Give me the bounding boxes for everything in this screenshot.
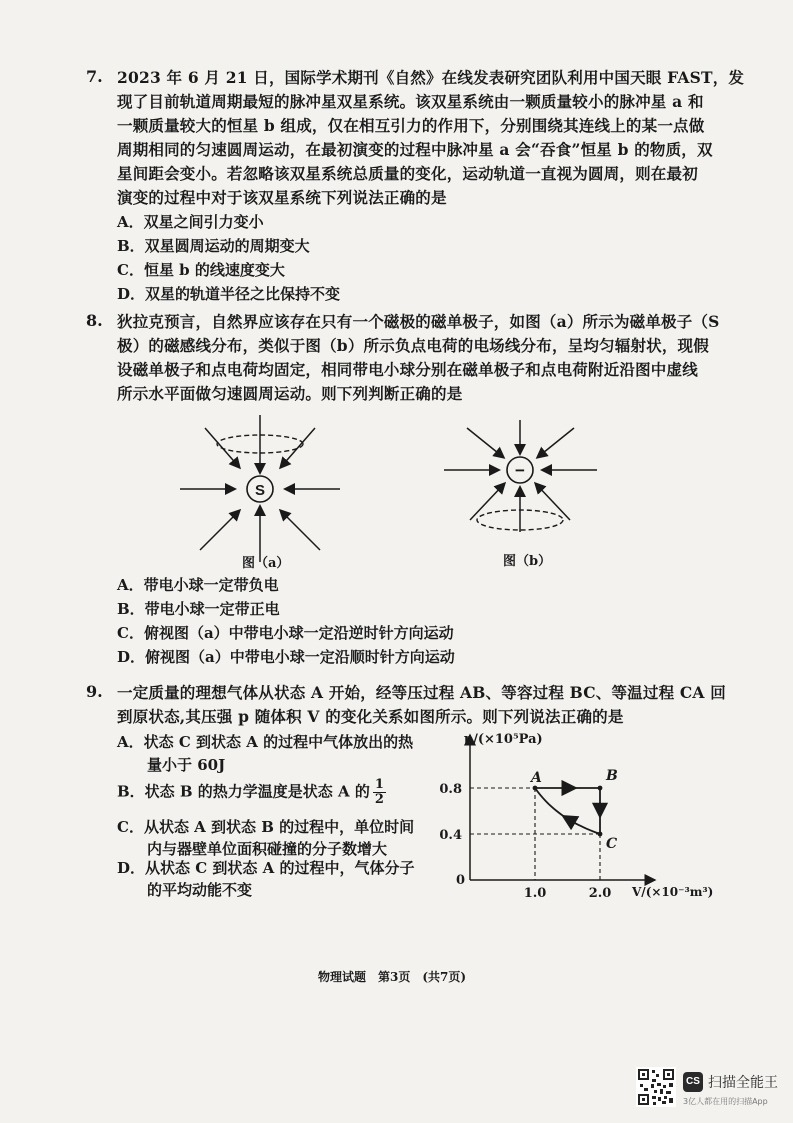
q9-option-a-line-1: A．状态 C 到状态 A 的过程中气体放出的热 (117, 733, 414, 751)
q9-line-1: 一定质量的理想气体从状态 A 开始，经等压过程 AB、等容过程 BC、等温过程 CA 回 (117, 683, 726, 702)
point-label-a: A (531, 770, 542, 786)
q8-line-4: 所示水平面做匀速圆周运动。则下列判断正确的是 (117, 384, 463, 403)
y-tick-label: 0.8 (439, 782, 462, 797)
q7-option-d: D．双星的轨道半径之比保持不变 (117, 285, 341, 303)
page-footer: 物理试题 第3页 (共7页) (318, 970, 467, 984)
q9-number: 9. (86, 682, 103, 701)
x-axis-label: V/(×10⁻³m³) (632, 885, 714, 899)
process-ca-curve (535, 788, 600, 834)
q9-option-d-line-2: 的平均动能不变 (147, 881, 253, 899)
scanner-tagline: 3亿人都在用的扫描App (683, 1097, 768, 1106)
q9-option-b-text: B．状态 B 的热力学温度是状态 A 的 (117, 782, 370, 801)
field-line (281, 428, 315, 467)
point-label-c: C (606, 836, 618, 852)
field-line (205, 428, 239, 467)
q7-number: 7. (86, 67, 103, 86)
q8-line-1: 狄拉克预言，自然界应该存在只有一个磁极的磁单极子，如图（a）所示为磁单极子（S (117, 312, 720, 331)
q9-option-c-line-2: 内与器壁单位面积碰撞的分子数增大 (147, 840, 388, 858)
x-tick-label: 2.0 (588, 886, 612, 901)
q8-line-2: 极）的磁感线分布，类似于图（b）所示负点电荷的电场线分布，呈均匀辐射状，现假 (117, 336, 709, 355)
q8-option-d: D．俯视图（a）中带电小球一定沿顺时针方向运动 (117, 648, 455, 666)
x-tick-label: 1.0 (523, 886, 547, 901)
q7-option-b: B．双星圆周运动的周期变大 (117, 237, 310, 255)
figure-b-caption: 图（b） (503, 554, 552, 569)
q7-line-5: 星间距会变小。若忽略该双星系统总质量的变化，运动轨道一直视为圆周，则在最初 (117, 164, 698, 183)
field-line (467, 428, 503, 457)
q8-number: 8. (86, 311, 103, 330)
q9-option-b (117, 778, 386, 807)
pv-chart (430, 725, 730, 905)
figure-b-charge (422, 410, 622, 560)
state-point (598, 832, 603, 837)
q7-line-2: 现了目前轨道周期最短的脉冲星双星系统。该双星系统由一颗质量较小的脉冲星 a 和 (117, 92, 704, 111)
state-point (598, 786, 603, 791)
cs-badge-icon: CS (683, 1072, 703, 1092)
origin-label: 0 (456, 873, 466, 888)
negative-charge-label: − (515, 461, 525, 480)
q8-option-c: C．俯视图（a）中带电小球一定沿逆时针方向运动 (117, 624, 454, 642)
field-line (538, 428, 574, 457)
q7-line-3: 一颗质量较大的恒星 b 组成，仅在相互引力的作用下，分别围绕其连线上的某一点做 (117, 116, 705, 135)
fraction-one-half: $\frac{1}{2}$ (374, 777, 384, 807)
q8-option-a: A．带电小球一定带负电 (117, 576, 279, 594)
monopole-s-label: S (254, 482, 266, 499)
q8-line-3: 设磁单极子和点电荷均固定，相同带电小球分别在磁单极子和点电荷附近沿图中虚线 (117, 360, 698, 379)
field-line (470, 484, 504, 520)
state-point (533, 786, 538, 791)
field-line (200, 511, 239, 550)
q9-line-2: 到原状态,其压强 p 随体积 V 的变化关系如图所示。则下列说法正确的是 (117, 707, 624, 726)
y-tick-label: 0.4 (439, 828, 462, 843)
q8-option-b: B．带电小球一定带正电 (117, 600, 280, 618)
q9-option-d-line-1: D．从状态 C 到状态 A 的过程中，气体分子 (117, 859, 415, 877)
qr-code-logo (636, 1067, 676, 1107)
q7-option-a: A．双星之间引力变小 (117, 213, 264, 231)
figure-a-caption: 图（a） (242, 556, 290, 571)
process-ca-arrow (568, 819, 575, 823)
scanner-brand: 扫描全能王 (708, 1075, 778, 1091)
q7-option-c: C．恒星 b 的线速度变大 (117, 261, 285, 279)
q7-line-6: 演变的过程中对于该双星系统下列说法正确的是 (117, 188, 447, 207)
field-line (281, 511, 320, 550)
field-line (536, 484, 570, 520)
y-axis-label: p/(×10⁵Pa) (464, 732, 543, 747)
q9-option-a-line-2: 量小于 60J (147, 756, 226, 774)
point-label-b: B (606, 768, 618, 784)
q9-option-c-line-1: C．从状态 A 到状态 B 的过程中，单位时间 (117, 818, 415, 836)
q7-line-1: 2023 年 6 月 21 日，国际学术期刊《自然》在线发表研究团队利用中国天眼 FAST，发 (117, 68, 745, 87)
q7-line-4: 周期相同的匀速圆周运动，在最初演变的过程中脉冲星 a 会“吞食”恒星 b 的物质，双 (117, 140, 713, 159)
